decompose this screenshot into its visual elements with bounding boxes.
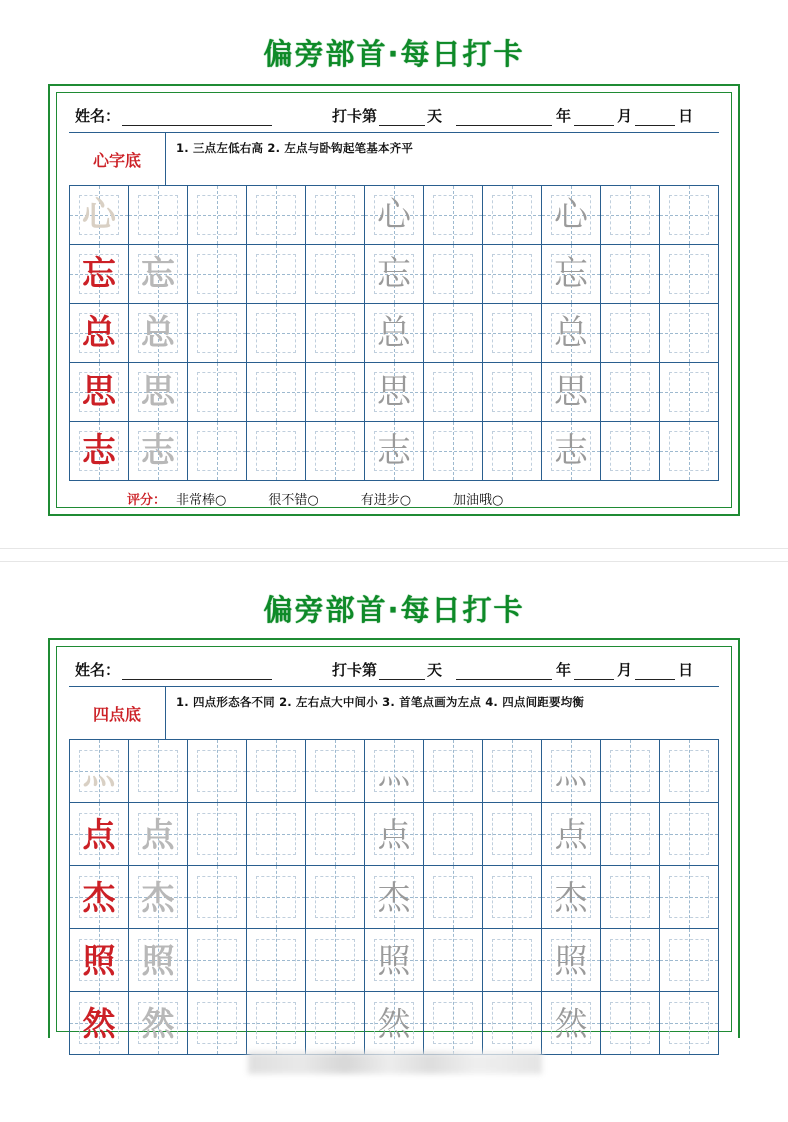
radical-name-2: 四点底	[69, 687, 166, 739]
grid-cell[interactable]	[365, 740, 424, 802]
tips-row-2	[69, 686, 719, 740]
date-label-1: 日	[678, 107, 694, 125]
cell-glyph: 总	[82, 313, 116, 353]
grid-cell[interactable]	[247, 740, 306, 802]
date-input-2[interactable]	[635, 665, 675, 680]
grid-cell[interactable]	[188, 363, 247, 421]
cell-glyph	[188, 363, 246, 421]
cell-glyph: 心	[82, 195, 116, 235]
cell-glyph	[129, 186, 187, 244]
year-input-2[interactable]	[456, 665, 552, 680]
grid-cell[interactable]	[188, 866, 247, 928]
sheet-frame-2	[48, 638, 740, 1043]
cell-glyph	[188, 304, 246, 362]
grid-cell[interactable]	[365, 245, 424, 303]
cell-glyph: 然	[554, 1003, 588, 1043]
year-label-2: 年	[556, 661, 572, 679]
grid-cell[interactable]	[247, 422, 306, 480]
grid-cell[interactable]	[542, 422, 601, 480]
grid-cell[interactable]	[365, 929, 424, 991]
name-label-2: 姓名：	[75, 661, 121, 679]
grid-cell[interactable]	[365, 304, 424, 362]
rating-row-1	[57, 481, 731, 508]
cell-glyph: 照	[554, 940, 588, 980]
cell-glyph: 点	[554, 814, 588, 854]
grid-cell[interactable]	[424, 929, 483, 991]
cell-glyph	[660, 740, 718, 802]
cell-glyph	[660, 245, 718, 303]
cell-glyph: 心	[377, 195, 411, 235]
cell-glyph: 思	[554, 372, 588, 412]
cell-glyph: 志	[377, 431, 411, 471]
tips-text-1: 1. 三点左低右高 2. 左点与卧钩起笔基本齐平	[176, 141, 414, 155]
cell-glyph	[188, 866, 246, 928]
tips-text-2: 1. 四点形态各不同 2. 左右点大中间小 3. 首笔点画为左点 4. 四点间距要均衡	[176, 695, 585, 709]
grid-cell[interactable]	[188, 992, 247, 1054]
name-input-2[interactable]	[122, 665, 272, 680]
day-suffix-1: 天	[427, 107, 443, 125]
cell-glyph: 点	[377, 814, 411, 854]
rating-option-good[interactable]: 很不错○	[268, 493, 319, 508]
cell-glyph	[424, 422, 482, 480]
day-input-1[interactable]	[379, 111, 425, 126]
cell-glyph: 杰	[554, 877, 588, 917]
grid-cell[interactable]	[129, 186, 188, 244]
grid-cell[interactable]	[601, 186, 660, 244]
grid-cell[interactable]	[601, 866, 660, 928]
cell-glyph	[306, 866, 364, 928]
cell-glyph: 思	[82, 372, 116, 412]
grid-cell[interactable]	[542, 803, 601, 865]
grid-cell[interactable]	[483, 186, 542, 244]
cell-glyph	[188, 186, 246, 244]
cell-glyph	[483, 803, 541, 865]
cell-glyph: 照	[377, 940, 411, 980]
grid-cell[interactable]	[601, 245, 660, 303]
cell-glyph	[424, 245, 482, 303]
cell-glyph	[247, 803, 305, 865]
cell-glyph	[188, 803, 246, 865]
cell-glyph: 灬	[82, 751, 116, 791]
grid-cell[interactable]	[660, 245, 719, 303]
grid-cell[interactable]	[424, 422, 483, 480]
grid-cell[interactable]	[129, 740, 188, 802]
grid-cell[interactable]	[247, 363, 306, 421]
cell-glyph	[306, 186, 364, 244]
cell-glyph	[483, 866, 541, 928]
practice-grid-1	[69, 186, 719, 481]
cell-glyph	[601, 186, 659, 244]
grid-cell[interactable]	[365, 992, 424, 1054]
cell-glyph: 忘	[377, 254, 411, 294]
grid-cell[interactable]	[129, 245, 188, 303]
grid-cell[interactable]	[660, 304, 719, 362]
grid-cell[interactable]	[306, 803, 365, 865]
tips-row-1	[69, 132, 719, 186]
cell-glyph	[129, 740, 187, 802]
cell-glyph	[247, 740, 305, 802]
grid-cell[interactable]	[247, 866, 306, 928]
cell-glyph: 忘	[554, 254, 588, 294]
grid-cell[interactable]	[483, 245, 542, 303]
grid-cell[interactable]	[129, 803, 188, 865]
grid-cell[interactable]	[424, 803, 483, 865]
cell-glyph: 杰	[141, 877, 175, 917]
grid-row	[70, 740, 719, 803]
grid-cell[interactable]	[188, 245, 247, 303]
grid-cell[interactable]	[70, 803, 129, 865]
grid-cell[interactable]	[424, 363, 483, 421]
grid-cell[interactable]	[483, 992, 542, 1054]
cell-glyph	[660, 186, 718, 244]
cell-glyph	[306, 929, 364, 991]
year-label-1: 年	[556, 107, 572, 125]
grid-cell[interactable]	[129, 992, 188, 1054]
grid-cell[interactable]	[601, 304, 660, 362]
cell-glyph	[247, 992, 305, 1054]
grid-cell[interactable]	[660, 363, 719, 421]
grid-row	[70, 803, 719, 866]
cell-glyph	[424, 304, 482, 362]
grid-cell[interactable]	[542, 363, 601, 421]
cell-glyph: 然	[377, 1003, 411, 1043]
cell-glyph	[483, 422, 541, 480]
grid-cell[interactable]	[542, 304, 601, 362]
cell-glyph	[660, 992, 718, 1054]
grid-cell[interactable]	[424, 866, 483, 928]
cell-glyph	[306, 803, 364, 865]
grid-cell[interactable]	[424, 245, 483, 303]
rating-option-improved[interactable]: 有进步○	[360, 493, 412, 508]
cell-glyph	[601, 363, 659, 421]
cell-glyph	[306, 304, 364, 362]
cell-glyph	[247, 929, 305, 991]
cell-glyph: 然	[82, 1003, 116, 1043]
year-input-1[interactable]	[456, 111, 552, 126]
grid-cell[interactable]	[660, 866, 719, 928]
cell-glyph	[601, 304, 659, 362]
grid-cell[interactable]	[424, 992, 483, 1054]
grid-cell[interactable]	[601, 803, 660, 865]
grid-row	[70, 245, 719, 304]
cell-glyph	[660, 929, 718, 991]
grid-cell[interactable]	[247, 186, 306, 244]
blurred-watermark	[248, 1052, 542, 1074]
grid-cell[interactable]	[660, 740, 719, 802]
grid-cell[interactable]	[129, 866, 188, 928]
grid-cell[interactable]	[70, 929, 129, 991]
cell-glyph	[483, 304, 541, 362]
grid-cell[interactable]	[247, 992, 306, 1054]
month-input-1[interactable]	[574, 111, 614, 126]
date-input-1[interactable]	[635, 111, 675, 126]
cell-glyph	[601, 803, 659, 865]
grid-cell[interactable]	[601, 929, 660, 991]
cell-glyph	[306, 740, 364, 802]
rating-label-1: 评分：	[127, 493, 167, 508]
cell-glyph	[601, 866, 659, 928]
grid-cell[interactable]	[70, 422, 129, 480]
grid-cell[interactable]	[365, 186, 424, 244]
cell-glyph: 心	[554, 195, 588, 235]
grid-cell[interactable]	[70, 866, 129, 928]
grid-cell[interactable]	[542, 992, 601, 1054]
grid-cell[interactable]	[247, 245, 306, 303]
grid-cell[interactable]	[542, 929, 601, 991]
cell-glyph	[306, 363, 364, 421]
grid-cell[interactable]	[70, 245, 129, 303]
header-row-1	[57, 93, 731, 132]
header-row-2	[57, 647, 731, 686]
cell-glyph	[247, 304, 305, 362]
cell-glyph: 照	[141, 940, 175, 980]
cell-glyph	[660, 803, 718, 865]
month-label-1: 月	[617, 107, 633, 125]
grid-cell[interactable]	[188, 422, 247, 480]
radical-name-1: 心字底	[69, 133, 166, 185]
grid-cell[interactable]	[306, 992, 365, 1054]
cell-glyph	[247, 245, 305, 303]
grid-cell[interactable]	[247, 304, 306, 362]
cell-glyph: 点	[141, 814, 175, 854]
page-title-1: 偏旁部首·每日打卡	[263, 37, 525, 71]
sheet-frame-1	[48, 84, 740, 516]
grid-cell[interactable]	[129, 363, 188, 421]
grid-cell[interactable]	[601, 992, 660, 1054]
grid-row	[70, 186, 719, 245]
grid-cell[interactable]	[660, 803, 719, 865]
cell-glyph	[483, 929, 541, 991]
grid-cell[interactable]	[601, 422, 660, 480]
cell-glyph: 杰	[377, 877, 411, 917]
cell-glyph	[247, 186, 305, 244]
grid-cell[interactable]	[542, 186, 601, 244]
cell-glyph	[483, 186, 541, 244]
cell-glyph: 总	[554, 313, 588, 353]
grid-cell[interactable]	[660, 929, 719, 991]
cell-glyph	[660, 363, 718, 421]
grid-cell[interactable]	[306, 866, 365, 928]
grid-cell[interactable]	[306, 363, 365, 421]
cell-glyph	[247, 866, 305, 928]
grid-cell[interactable]	[424, 186, 483, 244]
cell-glyph	[601, 422, 659, 480]
cell-glyph	[424, 363, 482, 421]
grid-cell[interactable]	[188, 740, 247, 802]
cell-glyph: 杰	[82, 877, 116, 917]
cell-glyph	[601, 245, 659, 303]
grid-cell[interactable]	[306, 929, 365, 991]
cell-glyph	[188, 422, 246, 480]
grid-row	[70, 363, 719, 422]
grid-cell[interactable]	[660, 422, 719, 480]
grid-cell[interactable]	[424, 740, 483, 802]
grid-cell[interactable]	[601, 740, 660, 802]
rating-option-keepgoing[interactable]: 加油哦○	[453, 493, 504, 508]
cell-glyph	[188, 245, 246, 303]
grid-cell[interactable]	[424, 304, 483, 362]
grid-cell[interactable]	[483, 803, 542, 865]
grid-cell[interactable]	[188, 929, 247, 991]
cell-glyph: 忘	[141, 254, 175, 294]
grid-cell[interactable]	[306, 422, 365, 480]
cell-glyph: 灬	[377, 751, 411, 791]
grid-row	[70, 929, 719, 992]
grid-cell[interactable]	[70, 363, 129, 421]
grid-cell[interactable]	[70, 186, 129, 244]
grid-cell[interactable]	[188, 803, 247, 865]
cell-glyph: 总	[141, 313, 175, 353]
cell-glyph: 志	[82, 431, 116, 471]
cell-glyph	[424, 186, 482, 244]
cell-glyph	[660, 866, 718, 928]
worksheet-sheet-1	[0, 0, 788, 548]
cell-glyph	[601, 929, 659, 991]
month-label-2: 月	[617, 661, 633, 679]
grid-cell[interactable]	[247, 929, 306, 991]
grid-cell[interactable]	[306, 304, 365, 362]
grid-cell[interactable]	[306, 740, 365, 802]
grid-cell[interactable]	[542, 740, 601, 802]
cell-glyph	[188, 992, 246, 1054]
grid-cell[interactable]	[660, 186, 719, 244]
grid-cell[interactable]	[306, 186, 365, 244]
cell-glyph: 志	[141, 431, 175, 471]
rating-option-excellent[interactable]: 非常棒○	[176, 493, 227, 508]
cell-glyph	[483, 245, 541, 303]
cell-glyph	[188, 929, 246, 991]
cell-glyph	[424, 740, 482, 802]
day-input-2[interactable]	[379, 665, 425, 680]
page-title-2: 偏旁部首·每日打卡	[263, 593, 525, 627]
grid-cell[interactable]	[365, 803, 424, 865]
grid-cell[interactable]	[660, 992, 719, 1054]
cell-glyph: 志	[554, 431, 588, 471]
grid-cell[interactable]	[188, 304, 247, 362]
practice-grid-2	[69, 740, 719, 1055]
grid-cell[interactable]	[542, 245, 601, 303]
grid-cell[interactable]	[483, 929, 542, 991]
grid-row	[70, 304, 719, 363]
cell-glyph	[188, 740, 246, 802]
grid-cell[interactable]	[70, 992, 129, 1054]
cell-glyph	[483, 740, 541, 802]
cell-glyph	[424, 803, 482, 865]
grid-row	[70, 866, 719, 929]
cell-glyph	[601, 740, 659, 802]
month-input-2[interactable]	[574, 665, 614, 680]
grid-cell[interactable]	[129, 929, 188, 991]
grid-cell[interactable]	[601, 363, 660, 421]
cell-glyph	[483, 992, 541, 1054]
cell-glyph	[601, 992, 659, 1054]
grid-row	[70, 422, 719, 481]
cell-glyph	[306, 992, 364, 1054]
cell-glyph: 照	[82, 940, 116, 980]
grid-cell[interactable]	[542, 866, 601, 928]
cell-glyph	[306, 245, 364, 303]
cell-glyph	[424, 866, 482, 928]
grid-cell[interactable]	[306, 245, 365, 303]
grid-cell[interactable]	[365, 422, 424, 480]
grid-cell[interactable]	[483, 740, 542, 802]
cell-glyph: 总	[377, 313, 411, 353]
day-prefix-2: 打卡第	[332, 661, 378, 679]
grid-cell[interactable]	[129, 304, 188, 362]
grid-cell[interactable]	[188, 186, 247, 244]
day-prefix-1: 打卡第	[332, 107, 378, 125]
cell-glyph: 灬	[554, 751, 588, 791]
cell-glyph: 忘	[82, 254, 116, 294]
cell-glyph	[660, 304, 718, 362]
grid-cell[interactable]	[70, 304, 129, 362]
grid-cell[interactable]	[483, 363, 542, 421]
worksheet-sheet-2	[0, 560, 788, 1043]
name-label-1: 姓名：	[75, 107, 121, 125]
cell-glyph	[660, 422, 718, 480]
grid-cell[interactable]	[365, 363, 424, 421]
grid-cell[interactable]	[483, 866, 542, 928]
cell-glyph: 思	[141, 372, 175, 412]
grid-row	[70, 992, 719, 1055]
name-input-1[interactable]	[122, 111, 272, 126]
grid-cell[interactable]	[483, 304, 542, 362]
cell-glyph: 思	[377, 372, 411, 412]
cell-glyph	[306, 422, 364, 480]
grid-cell[interactable]	[129, 422, 188, 480]
grid-cell[interactable]	[365, 866, 424, 928]
cell-glyph	[247, 363, 305, 421]
cell-glyph	[424, 929, 482, 991]
day-suffix-2: 天	[427, 661, 443, 679]
cell-glyph: 点	[82, 814, 116, 854]
cell-glyph	[424, 992, 482, 1054]
grid-cell[interactable]	[483, 422, 542, 480]
cell-glyph	[247, 422, 305, 480]
sheet-inner-border-1	[56, 92, 732, 508]
sheet-inner-border-2	[56, 646, 732, 1043]
cell-glyph	[483, 363, 541, 421]
date-label-2: 日	[678, 661, 694, 679]
cell-glyph: 然	[141, 1003, 175, 1043]
grid-cell[interactable]	[70, 740, 129, 802]
grid-cell[interactable]	[247, 803, 306, 865]
